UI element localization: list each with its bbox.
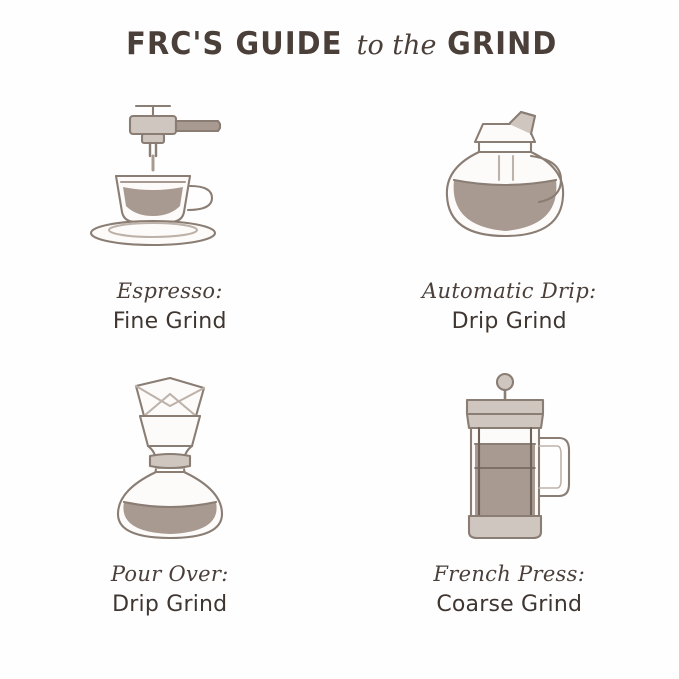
page-title (0, 26, 679, 62)
method-card-espresso (0, 92, 340, 377)
title-part-2: to the (356, 30, 437, 61)
method-card-pour-over (0, 377, 340, 662)
pour-over-caption (111, 561, 229, 619)
method-name: Automatic Drip: (422, 279, 597, 303)
espresso-caption (113, 278, 227, 336)
espresso-machine-icon (70, 92, 270, 264)
title-part-3: GRIND (446, 26, 557, 62)
method-name: French Press: (433, 562, 586, 586)
title-part-1: FRC'S GUIDE (126, 26, 343, 62)
pour-over-chemex-icon (70, 377, 270, 547)
coffee-carafe-icon (409, 92, 609, 264)
grind-type: Drip Grind (451, 308, 567, 334)
french-press-icon (409, 377, 609, 547)
automatic-drip-caption (422, 278, 596, 336)
grind-type: Fine Grind (112, 308, 227, 334)
french-press-caption (433, 561, 585, 619)
grind-type: Drip Grind (112, 591, 228, 617)
method-card-french-press (340, 377, 679, 662)
method-name: Espresso: (116, 279, 223, 303)
method-card-automatic-drip (340, 92, 679, 377)
method-name: Pour Over: (110, 562, 229, 586)
grind-type: Coarse Grind (436, 591, 583, 617)
method-grid (0, 92, 679, 662)
